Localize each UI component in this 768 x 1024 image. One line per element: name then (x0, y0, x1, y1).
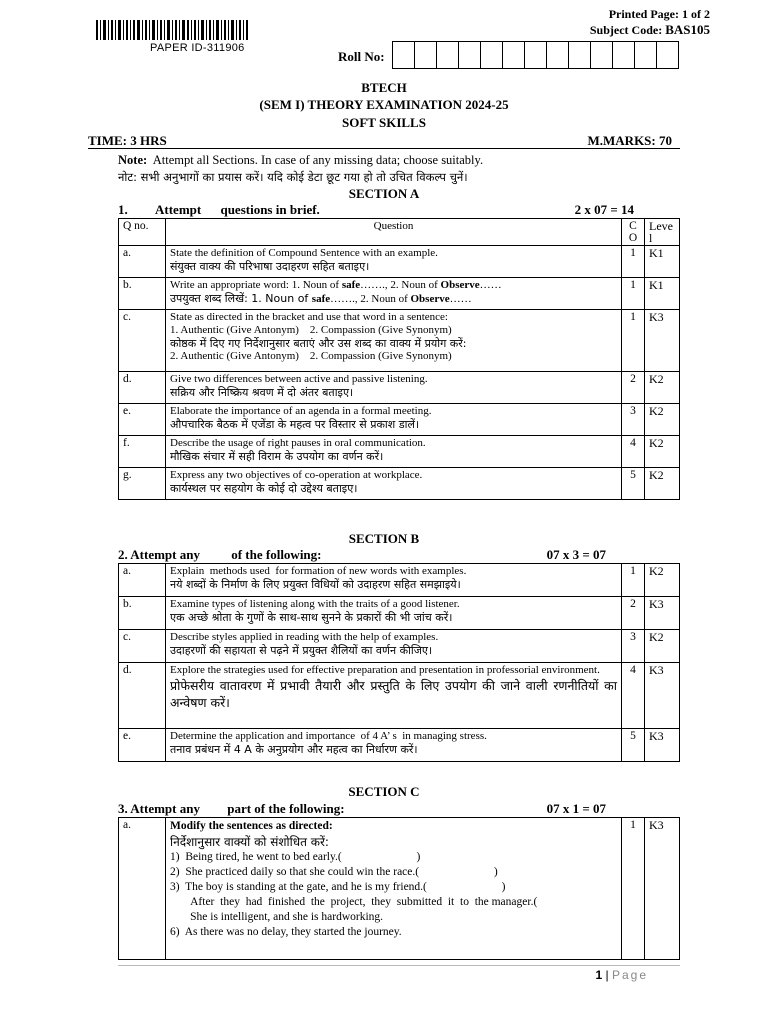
note (118, 152, 483, 186)
footer-divider (118, 965, 680, 966)
row-question (166, 729, 622, 762)
roll-no-boxes[interactable] (392, 41, 679, 69)
section-a-number: 1. (118, 202, 128, 217)
note-english: Attempt all Sections. In case of any missing data; choose suitably. (152, 153, 484, 167)
question-hi: मौखिक संचार में सही विराम के उपयोग का वर्णन करें। (170, 450, 384, 463)
question-en: Explore the strategies used for effective preparation and presentation in professorial environment. (170, 664, 600, 676)
table-row (119, 468, 680, 500)
row-qno: d. (119, 663, 166, 729)
header-level: Leve l (645, 219, 680, 246)
question-en: Elaborate the importance of an agenda in a formal meeting. (170, 405, 432, 417)
row-question (166, 310, 622, 372)
question-en: Explain methods used for formation of new words with examples. (170, 565, 467, 577)
subject-code (590, 22, 710, 38)
program-title: BTECH (361, 80, 407, 95)
note-label: Note: (118, 153, 148, 167)
table-row (119, 663, 680, 729)
row-qno: e. (119, 404, 166, 436)
row-question (166, 663, 622, 729)
table-row (119, 372, 680, 404)
question-hi: सक्रिय और निष्क्रिय श्रवण में दो अंतर बताइए। (170, 386, 354, 399)
row-level: K3 (645, 818, 680, 960)
row-co: 1 (622, 278, 645, 310)
row-co: 1 (622, 310, 645, 372)
question-hi: प्रोफेसरीय वातावरण में प्रभावी तैयारी और प्रस्तुति के लिए उपयोग की जाने वाली रणनीतियों का अन्वेषण करें। (170, 678, 617, 710)
table-row (119, 597, 680, 630)
section-a-instruction-text: questions in brief. (220, 202, 320, 217)
question-en: Describe styles applied in reading with the help of examples. (170, 631, 439, 643)
row-level: K2 (645, 436, 680, 468)
section-c-attempt: 3. Attempt any (118, 801, 200, 816)
section-a-table (118, 218, 680, 500)
row-level: K2 (645, 372, 680, 404)
row-question (166, 246, 622, 278)
question-hi: संयुक्त वाक्य की परिभाषा उदाहरण सहित बताइए। (170, 260, 370, 273)
row-co: 2 (622, 372, 645, 404)
row-question (166, 630, 622, 663)
row-co: 3 (622, 630, 645, 663)
time-label: TIME: 3 HRS (88, 133, 167, 148)
row-co: 5 (622, 468, 645, 500)
row-qno: b. (119, 278, 166, 310)
row-qno: c. (119, 630, 166, 663)
row-co: 4 (622, 663, 645, 729)
question-hi: उपयुक्त शब्द लिखें: 1. Noun of safe……., 2. Noun of Observe…… (170, 292, 472, 305)
row-qno: b. (119, 597, 166, 630)
header-co: C O (622, 219, 645, 246)
question-heading: Modify the sentences as directed: (170, 820, 333, 832)
header-divider (88, 148, 680, 149)
question-hi: औपचारिक बैठक में एजेंडा के महत्व पर विस्तार से प्रकाश डालें। (170, 418, 420, 431)
row-qno: a. (119, 818, 166, 960)
list-item: After they had finished the project, they submitted it to the manager.( (170, 896, 538, 908)
question-en: Determine the application and importance of 4 A’ s in managing stress. (170, 730, 487, 742)
section-b-table (118, 563, 680, 762)
list-item: 2) She practiced daily so that she could win the race.( ) (170, 866, 498, 878)
subject-title: SOFT SKILLS (342, 115, 426, 130)
section-c-instruction (118, 801, 680, 817)
table-row (119, 818, 680, 960)
row-level: K3 (645, 310, 680, 372)
question-hi: तनाव प्रबंधन में 4 A के अनुप्रयोग और महत्व का निर्धारण करें। (170, 743, 418, 756)
row-qno: g. (119, 468, 166, 500)
section-a-marks: 2 x 07 = 14 (574, 202, 634, 217)
row-co: 3 (622, 404, 645, 436)
row-co: 2 (622, 597, 645, 630)
row-qno: e. (119, 729, 166, 762)
section-a-title: SECTION A (348, 186, 420, 201)
row-level: K3 (645, 729, 680, 762)
row-question (166, 278, 622, 310)
note-hindi: नोट: सभी अनुभागों का प्रयास करें। यदि कोई डेटा छूट गया हो तो उचित विकल्प चुनें। (118, 170, 468, 184)
page-number-value: 1 (595, 968, 603, 982)
table-row (119, 729, 680, 762)
row-level: K3 (645, 663, 680, 729)
section-b-title: SECTION B (348, 531, 420, 546)
section-c-instruction-text: part of the following: (227, 801, 345, 816)
paper-id: PAPER ID-311906 (150, 42, 245, 54)
question-hi-2: 2. Authentic (Give Antonym) 2. Compassion (Give Synonym) (170, 350, 452, 362)
table-row (119, 404, 680, 436)
section-b-instruction-text: of the following: (231, 547, 322, 562)
exam-title: (SEM I) THEORY EXAMINATION 2024-25 (259, 97, 509, 112)
row-co: 1 (622, 818, 645, 960)
question-hi: कोष्ठक में दिए गए निर्देशानुसार बताएं और उस शब्द का वाक्य में प्रयोग करें: (170, 337, 467, 350)
question-en: Write an appropriate word: 1. Noun of safe……., 2. Noun of Observe…… (170, 279, 502, 291)
table-row (119, 564, 680, 597)
question-hi: कार्यस्थल पर सहयोग के कोई दो उद्देश्य बताइए। (170, 482, 358, 495)
question-en: Examine types of listening along with the traits of a good listener. (170, 598, 460, 610)
row-co: 1 (622, 564, 645, 597)
row-question (166, 597, 622, 630)
row-level: K2 (645, 630, 680, 663)
section-a-attempt: Attempt (155, 202, 202, 217)
question-en: State the definition of Compound Sentence with an example. (170, 247, 438, 259)
row-qno: d. (119, 372, 166, 404)
section-b-attempt: 2. Attempt any (118, 547, 200, 562)
table-row (119, 630, 680, 663)
table-header-row (119, 219, 680, 246)
row-qno: a. (119, 246, 166, 278)
row-co: 5 (622, 729, 645, 762)
list-item: 3) The boy is standing at the gate, and he is my friend.( ) (170, 881, 506, 893)
question-en: State as directed in the bracket and use that word in a sentence: (170, 311, 448, 323)
subject-code-value: BAS105 (665, 22, 710, 37)
row-question (166, 436, 622, 468)
printed-info (590, 6, 710, 38)
list-item: She is intelligent, and she is hardworking. (170, 911, 384, 923)
question-en: Describe the usage of right pauses in oral communication. (170, 437, 426, 449)
subject-code-label: Subject Code: (589, 23, 663, 37)
row-question (166, 372, 622, 404)
question-en: Express any two objectives of co-operation at workplace. (170, 469, 423, 481)
table-row (119, 246, 680, 278)
roll-no-label: Roll No: (338, 49, 385, 64)
question-en: Give two differences between active and passive listening. (170, 373, 428, 385)
section-c-marks: 07 x 1 = 07 (546, 801, 606, 816)
row-co: 1 (622, 246, 645, 278)
list-item: 6) As there was no delay, they started the journey. (170, 926, 402, 938)
max-marks: M.MARKS: 70 (587, 133, 672, 148)
row-question (166, 404, 622, 436)
question-hi: नये शब्दों के निर्माण के लिए प्रयुक्त विधियों को उदाहरण सहित समझाइये। (170, 578, 461, 591)
table-row (119, 278, 680, 310)
row-question (166, 818, 622, 960)
section-a-instruction (118, 202, 680, 218)
barcode-image (96, 20, 248, 40)
row-level: K1 (645, 246, 680, 278)
question-en-2: 1. Authentic (Give Antonym) 2. Compassion (Give Synonym) (170, 324, 452, 336)
question-hi: एक अच्छे श्रोता के गुणों के साथ-साथ सुनने के प्रकारों की भी जांच करें। (170, 611, 453, 624)
row-question (166, 468, 622, 500)
row-qno: f. (119, 436, 166, 468)
table-row (119, 310, 680, 372)
printed-page: Printed Page: 1 of 2 (608, 7, 710, 21)
table-row (119, 436, 680, 468)
row-level: K1 (645, 278, 680, 310)
question-hi: उदाहरणों की सहायता से पढ़ने में प्रयुक्त शैलियों का वर्णन कीजिए। (170, 644, 433, 657)
row-level: K3 (645, 597, 680, 630)
row-level: K2 (645, 404, 680, 436)
row-level: K2 (645, 468, 680, 500)
list-item: 1) Being tired, he went to bed early.( ) (170, 851, 421, 863)
section-c-title: SECTION C (348, 784, 420, 799)
row-level: K2 (645, 564, 680, 597)
section-b-marks: 07 x 3 = 07 (546, 547, 606, 562)
section-b-instruction (118, 547, 680, 563)
header-qno: Q no. (119, 219, 166, 246)
row-question (166, 564, 622, 597)
row-qno: c. (119, 310, 166, 372)
header-question: Question (166, 219, 622, 246)
question-heading-hi: निर्देशानुसार वाक्यों को संशोधित करें: (170, 835, 329, 849)
section-c-table (118, 817, 680, 960)
page-word: Page (611, 968, 648, 982)
page-number (595, 968, 648, 982)
row-co: 4 (622, 436, 645, 468)
page-separator: | (605, 968, 609, 982)
row-qno: a. (119, 564, 166, 597)
